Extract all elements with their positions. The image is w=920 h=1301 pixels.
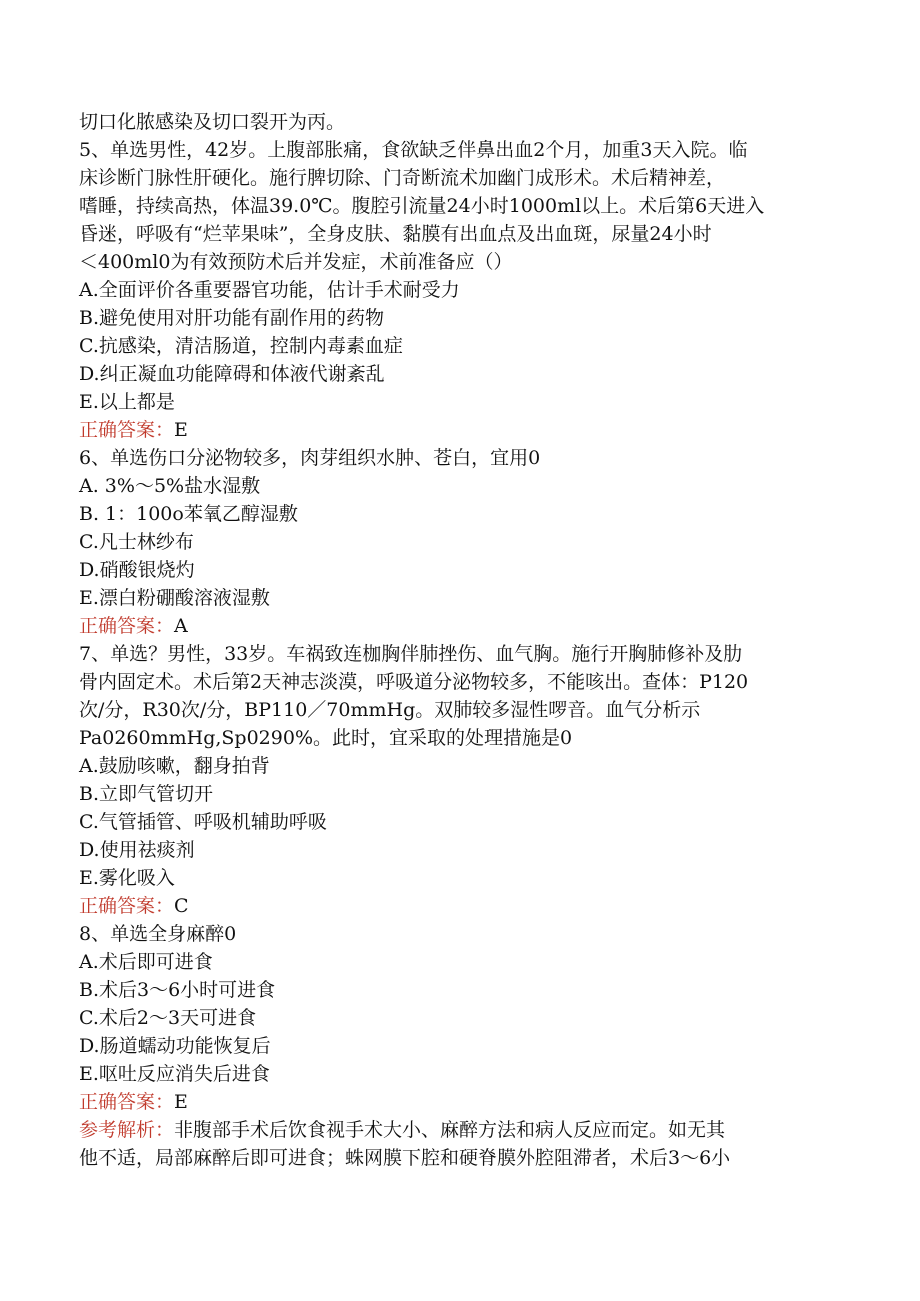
- question-7-answer: [79, 892, 839, 920]
- question-7-option-c: C.气管插管、呼吸机辅助呼吸: [79, 811, 327, 833]
- question-5-text-line-5: ＜400ml0为有效预防术后并发症，术前准备应（）: [79, 251, 513, 273]
- question-8-text-line-1: 8、单选全身麻醉0: [79, 923, 237, 945]
- question-7-text-line-3: 次/分，R30次/分，BP110／70mmHg。双肺较多湿性啰音。血气分析示: [79, 699, 701, 721]
- question-5-option-e: E.以上都是: [79, 391, 175, 413]
- question-6-text-line-1: 6、单选伤口分泌物较多，肉芽组织水肿、苍白，宜用0: [79, 447, 541, 469]
- question-6-answer: [79, 612, 839, 640]
- question-7-option-e: E.雾化吸入: [79, 867, 175, 889]
- question-6-option-a: A. 3%～5%盐水湿敷: [79, 475, 261, 497]
- question-7-text-line-1: 7、单选？男性，33岁。车祸致连枷胸伴肺挫伤、血气胸。施行开胸肺修补及肋: [79, 643, 743, 665]
- analysis-label: 参考解析：: [79, 1119, 175, 1141]
- question-8: [79, 920, 839, 1172]
- answer-value: E: [174, 1091, 188, 1113]
- question-6: [79, 444, 839, 640]
- answer-label: 正确答案：: [79, 615, 175, 637]
- question-7: [79, 640, 839, 920]
- question-8-answer: [79, 1088, 839, 1116]
- question-5-text-line-3: 嗜睡，持续高热，体温39.0℃。腹腔引流量24小时1000ml以上。术后第6天进入: [79, 195, 765, 217]
- answer-label: 正确答案：: [79, 1091, 175, 1113]
- question-7-option-d: D.使用祛痰剂: [79, 839, 195, 861]
- question-8-option-c: C.术后2～3天可进食: [79, 1007, 257, 1029]
- question-5: [79, 136, 839, 444]
- question-5-option-c: C.抗感染，清洁肠道，控制内毒素血症: [79, 335, 403, 357]
- document-page: [79, 108, 839, 1172]
- question-7-option-b: B.立即气管切开: [79, 783, 214, 805]
- analysis-text: 非腹部手术后饮食视手术大小、麻醉方法和病人反应而定。如无其: [174, 1119, 726, 1141]
- question-8-option-b: B.术后3～6小时可进食: [79, 979, 276, 1001]
- question-7-option-a: A.鼓励咳嗽，翻身拍背: [79, 755, 270, 777]
- answer-value: A: [174, 615, 188, 637]
- question-5-answer: [79, 416, 839, 444]
- answer-value: E: [174, 419, 188, 441]
- question-5-text-line-1: 5、单选男性，42岁。上腹部胀痛，食欲缺乏伴鼻出血2个月，加重3天入院。临: [79, 139, 748, 161]
- question-5-option-d: D.纠正凝血功能障碍和体液代谢紊乱: [79, 363, 385, 385]
- question-8-option-a: A.术后即可进食: [79, 951, 213, 973]
- question-7-text-line-2: 骨内固定术。术后第2天神志淡漠，呼吸道分泌物较多，不能咳出。查体：P120: [79, 671, 749, 693]
- question-6-option-e: E.漂白粉硼酸溶液湿敷: [79, 587, 270, 609]
- question-8-option-e: E.呕吐反应消失后进食: [79, 1063, 270, 1085]
- question-5-option-a: A.全面评价各重要器官功能，估计手术耐受力: [79, 279, 460, 301]
- answer-label: 正确答案：: [79, 895, 175, 917]
- question-8-analysis-line-2: 他不适，局部麻醉后即可进食；蛛网膜下腔和硬脊膜外腔阻滞者，术后3～6小: [79, 1147, 731, 1169]
- question-8-option-d: D.肠道蠕动功能恢复后: [79, 1035, 271, 1057]
- question-6-option-b: B. 1：100o苯氧乙醇湿敷: [79, 503, 298, 525]
- question-6-option-d: D.硝酸银烧灼: [79, 559, 195, 581]
- intro-line: 切口化脓感染及切口裂开为丙。: [79, 111, 346, 133]
- question-5-text-line-4: 昏迷，呼吸有“烂苹果味”，全身皮肤、黏膜有出血点及出血斑，尿量24小时: [79, 223, 712, 245]
- question-5-text-line-2: 床诊断门脉性肝硬化。施行脾切除、门奇断流术加幽门成形术。术后精神差，: [79, 167, 726, 189]
- answer-label: 正确答案：: [79, 419, 175, 441]
- answer-value: C: [174, 895, 189, 917]
- question-6-option-c: C.凡士林纱布: [79, 531, 194, 553]
- question-8-analysis-line-1: [79, 1116, 839, 1144]
- question-7-text-line-4: Pa0260mmHg,Sp0290%。此时，宜采取的处理措施是0: [79, 727, 573, 749]
- question-5-option-b: B.避免使用对肝功能有副作用的药物: [79, 307, 385, 329]
